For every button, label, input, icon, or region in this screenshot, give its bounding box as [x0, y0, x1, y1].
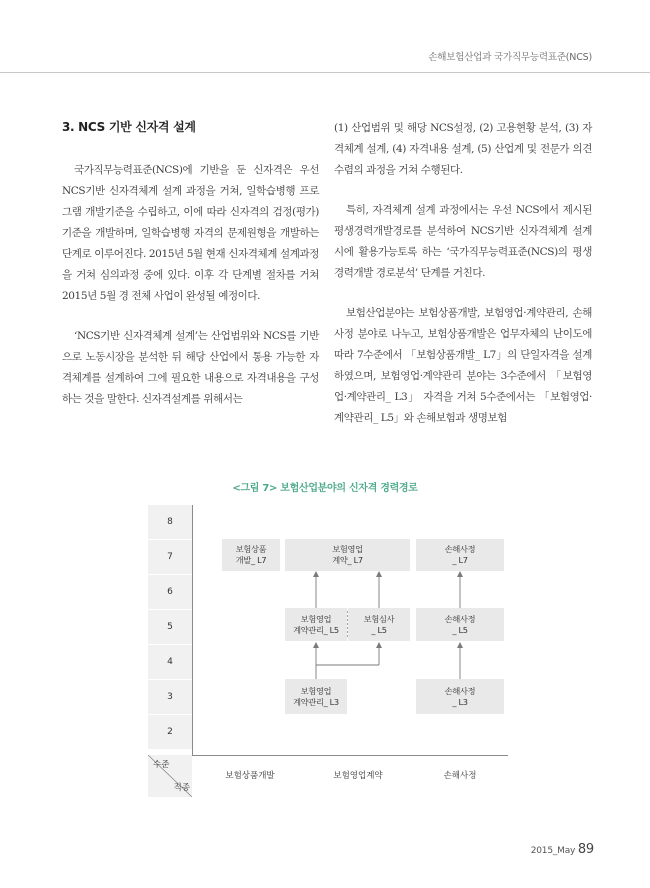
job-label: 보험영업계약 — [333, 771, 383, 781]
box-line: 보험영업 — [300, 613, 332, 624]
level-label: 5 — [148, 610, 192, 645]
box-line: 개발_ L7 — [235, 555, 267, 565]
level-label: 8 — [148, 505, 192, 540]
qual-box-sales-l7 — [285, 539, 410, 571]
job-label: 보험상품개발 — [225, 771, 275, 781]
box-line: 보험영업 — [332, 544, 363, 554]
page-number: 89 — [577, 842, 594, 857]
body-paragraph: 보험산업분야는 보험상품개발, 보험영업·계약관리, 손해사정 분야로 나누고, 보험상품개발은 업무자체의 난이도에 따라 7수준에서 「보험상품개발_ L7」의 단일자격을 설계하였으며, 보험영업·계약관리 분야는 3수준에서 「보험영업·계약관리_ L3」 자격을 거쳐 5수준에서는 「보험영업·계약관리_ L5」와 손해보험과 생명보험 — [334, 307, 592, 424]
box-line: _ L5 — [452, 624, 468, 635]
horizontal-axis — [192, 755, 508, 756]
body-paragraph: 국가직무능력표준(NCS)에 기반을 둔 신자격은 우선 NCS기반 신자격체계 설계 과정을 거쳐, 일학습병행 프로그램 개발기준을 수립하고, 이에 따라 신자격의 검정(평가)기준을 개발하며, 일학습병행 자격의 문제원형을 개발하는 단계로 이루어진다. 2015년 5월 현재 신자격체계 설계과정을 거쳐 심의과정 중에 있다. 이후 각 단계별 절차를 거쳐 2015년 5월 경 전체 사업이 완성될 예정이다. — [62, 164, 319, 302]
box-line: 보험심사 — [363, 613, 395, 624]
page-footer — [531, 842, 594, 857]
right-column — [334, 118, 592, 448]
body-paragraph: ‘NCS기반 신자격체계 설계’는 산업범위와 NCS를 기반으로 노동시장을 분석한 뒤 해당 산업에서 통용 가능한 자격체계를 설계하여 그에 필요한 내용으로 자격내용을 구성하는 것을 말한다. 신자격설계를 위해서는 — [62, 330, 319, 405]
level-label: 3 — [148, 680, 192, 715]
qual-box-review-l5 — [348, 608, 410, 641]
issue-label: 2015_May — [530, 846, 576, 856]
box-line: 계약관리_ L3 — [293, 696, 339, 707]
body-paragraph: (1) 산업범위 및 해당 NCS설정, (2) 고용현황 분석, (3) 자격체계 설계, (4) 자격내용 설계, (5) 산업계 및 전문가 의견수렴의 과정을 거쳐 수행된다. — [334, 122, 592, 176]
box-line: 보험상품 — [235, 544, 267, 554]
running-header: 손해보험산업과 국가직무능력표준(NCS) — [428, 52, 592, 63]
corner-job-label: 직종 — [173, 783, 190, 793]
career-path-diagram — [148, 505, 508, 805]
left-column — [62, 118, 319, 429]
header-divider — [0, 72, 650, 73]
corner-level-label: 수준 — [153, 760, 170, 770]
box-line: 계약관리_ L5 — [293, 624, 339, 635]
qual-box-claims-l3 — [416, 679, 504, 714]
body-paragraph: 특히, 자격체계 설계 과정에서는 우선 NCS에서 제시된 평생경력개발경로를 분석하여 NCS기반 신자격체계 설계시에 활용가능토록 하는 ‘국가직무능력표준(NCS)의 평생경력개발 경로분석’ 단계를 거친다. — [334, 204, 592, 279]
box-line: 손해사정 — [444, 613, 476, 624]
box-line: 손해사정 — [444, 544, 476, 554]
level-label: 6 — [148, 575, 192, 610]
qual-box-claims-l7 — [416, 539, 504, 571]
level-label: 2 — [148, 715, 192, 750]
qual-box-claims-l5 — [416, 608, 504, 641]
box-line: _ L7 — [452, 555, 468, 565]
qual-box-product-l7 — [222, 539, 280, 571]
qual-box-sales-l5 — [285, 608, 347, 641]
section-title: 3. NCS 기반 신자격 설계 — [62, 120, 196, 134]
box-line: 계약_ L7 — [332, 555, 363, 565]
vertical-axis — [192, 505, 193, 755]
figure-caption: <그림 7> 보험산업분야의 신자격 경력경로 — [232, 483, 418, 494]
box-line: 보험영업 — [300, 685, 332, 696]
box-line: 손해사정 — [444, 685, 476, 696]
box-line: _ L3 — [452, 696, 468, 707]
level-label: 7 — [148, 540, 192, 575]
level-label: 4 — [148, 645, 192, 680]
box-line: _ L5 — [371, 624, 387, 635]
job-label: 손해사정 — [443, 771, 477, 781]
qual-box-sales-l3 — [285, 679, 347, 714]
